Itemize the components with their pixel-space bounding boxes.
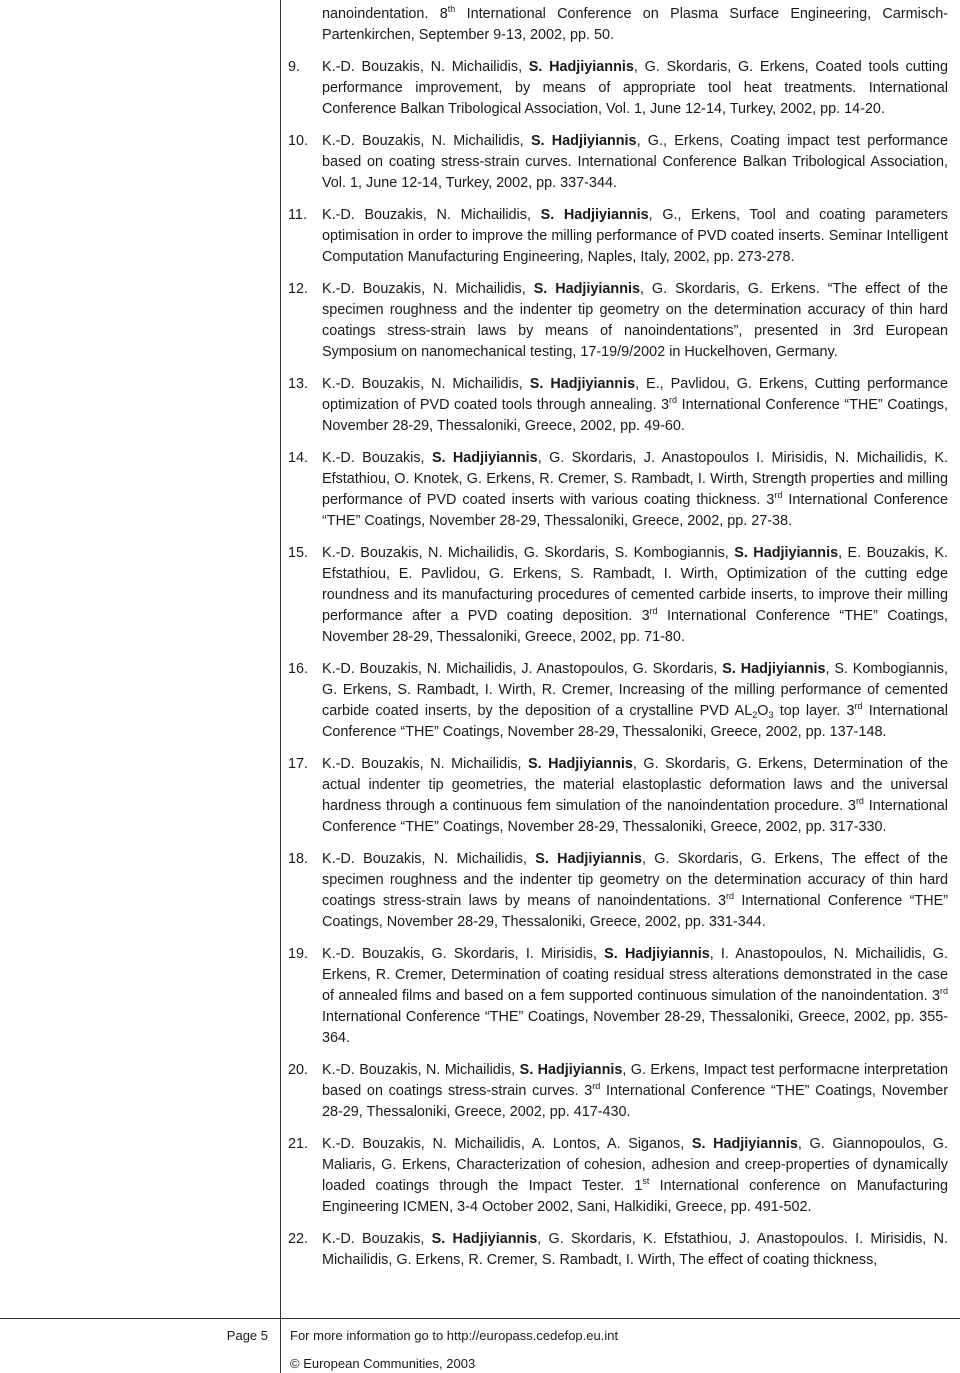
reference-item <box>288 543 948 648</box>
reference-number: 18. <box>288 851 309 867</box>
column-divider-vertical <box>280 0 281 1373</box>
reference-text: , G. Skordaris, G. Erkens, Determination of the actual indenter tip geometries, the material elastoplastic deformation laws and the universal hardness through a continuous fem simulation of the nanoindentation procedure. 3 <box>322 756 948 814</box>
footer <box>290 1327 618 1373</box>
reference-item <box>288 754 948 838</box>
author-highlight: S. Hadjiyiannis <box>540 207 649 223</box>
reference-number: 14. <box>288 450 309 466</box>
reference-text: K.-D. Bouzakis, N. Michailidis, J. Anastopoulos, G. Skordaris, <box>322 661 723 677</box>
reference-text: O <box>757 703 769 719</box>
reference-text: , E., Pavlidou, G. Erkens, Cutting performance optimization of PVD coated tools through annealing. 3 <box>322 376 948 413</box>
reference-text: top layer. 3 <box>773 703 855 719</box>
reference-item <box>288 57 948 120</box>
reference-text: , G. Skordaris, G. Erkens, Coated tools cutting performance improvement, by means of appropriate tool heat treatments. International Conference Balkan Tribological Association, Vol. 1, June 12-14, Turkey, 2002, pp. 14-20. <box>322 59 948 117</box>
reference-text: International conference on Manufacturing Engineering ICMEN, 3-4 October 2002, Sani, Halkidiki, Greece, pp. 491-502. <box>322 1178 948 1215</box>
reference-text: K.-D. Bouzakis, N. Michailidis, A. Lontos, A. Siganos, <box>322 1136 692 1152</box>
reference-text: International Conference “THE” Coatings, November 28-29, Thessaloniki, Greece, 2002, pp. 317-330. <box>322 798 948 835</box>
reference-text: International Conference “THE” Coatings, November 28-29, Thessaloniki, Greece, 2002, pp. 27-38. <box>322 492 948 529</box>
reference-text: K.-D. Bouzakis, N. Michailidis, <box>322 851 536 867</box>
reference-text: rd <box>939 986 948 996</box>
author-highlight: S. Hadjiyiannis <box>431 1231 538 1247</box>
author-highlight: S. Hadjiyiannis <box>691 1136 798 1152</box>
reference-text: International Conference “THE” Coatings, November 28-29, Thessaloniki, Greece, 2002, pp. 417-430. <box>322 1083 948 1120</box>
reference-number: 13. <box>288 376 309 392</box>
reference-item <box>288 944 948 1049</box>
reference-number: 22. <box>288 1231 309 1247</box>
reference-item <box>288 1229 948 1271</box>
reference-item <box>288 4 948 46</box>
reference-number: 15. <box>288 545 309 561</box>
author-highlight: S. Hadjiyiannis <box>722 661 826 677</box>
reference-text: nanoindentation. 8 <box>322 6 448 22</box>
reference-text: rd <box>774 490 783 500</box>
reference-text: K.-D. Bouzakis, <box>322 1231 432 1247</box>
reference-text: K.-D. Bouzakis, N. Michailidis, <box>322 1062 520 1078</box>
reference-text: , S. Kombogiannis, G. Erkens, S. Rambadt, I. Wirth, R. Cremer, Increasing of the milling performance of cemented carbide coated inserts, by the deposition of a crystalline PVD AL <box>322 661 948 719</box>
reference-text: , G. Skordaris, J. Anastopoulos I. Mirisidis, N. Michailidis, K. Efstathiou, O. Knotek, G. Erkens, R. Cremer, S. Rambadt, I. Wirth, Strength properties and milling performance of PVD coated inserts with various coating thickness. 3 <box>322 450 948 508</box>
reference-text: K.-D. Bouzakis, N. Michailidis, <box>322 133 531 149</box>
author-highlight: S. Hadjiyiannis <box>528 59 634 75</box>
reference-text: rd <box>726 891 735 901</box>
reference-text: K.-D. Bouzakis, G. Skordaris, I. Mirisidis, <box>322 946 605 962</box>
reference-text: International Conference “THE” Coatings, November 28-29, Thessaloniki, Greece, 2002, pp. 355-364. <box>322 1009 948 1046</box>
reference-text: , G., Erkens, Coating impact test performance based on coating stress-strain curves. International Conference Balkan Tribological Association, Vol. 1, June 12-14, Turkey, 2002, pp. 337-344. <box>322 133 948 191</box>
reference-text: K.-D. Bouzakis, N. Michailidis, <box>322 376 530 392</box>
reference-text: International Conference “THE” Coatings, November 28-29, Thessaloniki, Greece, 2002, pp. 49-60. <box>322 397 948 434</box>
author-highlight: S. Hadjiyiannis <box>533 281 640 297</box>
reference-text: K.-D. Bouzakis, N. Michailidis, <box>322 756 528 772</box>
reference-number: 20. <box>288 1062 309 1078</box>
reference-text: K.-D. Bouzakis, N. Michailidis, G. Skordaris, S. Kombogiannis, <box>322 545 735 561</box>
reference-text: 3 <box>768 710 774 720</box>
reference-text: K.-D. Bouzakis, N. Michailidis, <box>322 281 534 297</box>
reference-text: , E. Bouzakis, K. Efstathiou, E. Pavlidou, G. Erkens, S. Rambadt, I. Wirth, Optimization of the cutting edge roundness and its manufacturing procedures of cemented carbide inserts, to improve their milling performance after a PVD coating deposition. 3 <box>322 545 948 624</box>
reference-text: , I. Anastopoulos, N. Michailidis, G. Erkens, R. Cremer, Determination of coating residual stress alterations demonstrated in the case of annealed films and based on a fem supported continuous simulation of the nanoindentation. 3 <box>322 946 948 1004</box>
author-highlight: S. Hadjiyiannis <box>535 851 642 867</box>
reference-text: K.-D. Bouzakis, N. Michailidis, <box>322 207 541 223</box>
author-highlight: S. Hadjiyiannis <box>734 545 839 561</box>
reference-number: 10. <box>288 133 309 149</box>
reference-item <box>288 659 948 743</box>
reference-text: rd <box>854 701 863 711</box>
reference-text: 2 <box>752 710 758 720</box>
reference-number: 17. <box>288 756 309 772</box>
author-highlight: S. Hadjiyiannis <box>529 376 636 392</box>
reference-text: th <box>447 4 456 14</box>
reference-item <box>288 205 948 268</box>
reference-item <box>288 279 948 363</box>
reference-item <box>288 1060 948 1123</box>
reference-number: 9. <box>288 59 301 75</box>
reference-text: , G., Erkens, Tool and coating parameters optimisation in order to improve the milling performance of PVD coated inserts. Seminar Intelligent Computation Manufacturing Engineering, Naples, Italy, 2002, pp. 273-278. <box>322 207 948 265</box>
reference-text: K.-D. Bouzakis, <box>322 450 432 466</box>
reference-text: st <box>642 1176 650 1186</box>
author-highlight: S. Hadjiyiannis <box>530 133 637 149</box>
reference-item <box>288 448 948 532</box>
reference-item <box>288 1134 948 1218</box>
reference-text: International Conference “THE” Coatings, November 28-29, Thessaloniki, Greece, 2002, pp. 331-344. <box>322 893 948 930</box>
reference-number: 11. <box>288 207 307 223</box>
reference-item <box>288 849 948 933</box>
reference-text: rd <box>855 796 864 806</box>
author-highlight: S. Hadjiyiannis <box>527 756 633 772</box>
reference-number: 19. <box>288 946 309 962</box>
author-highlight: S. Hadjiyiannis <box>431 450 538 466</box>
reference-text: International Conference on Plasma Surface Engineering, Carmisch-Partenkirchen, September 9-13, 2002, pp. 50. <box>322 6 948 43</box>
reference-text: , G. Giannopoulos, G. Maliaris, G. Erkens, Characterization of cohesion, adhesion and creep-properties of dynamically loaded coatings through the Impact Tester. 1 <box>322 1136 949 1194</box>
author-highlight: S. Hadjiyiannis <box>519 1062 623 1078</box>
reference-text: rd <box>649 606 658 616</box>
reference-item <box>288 374 948 437</box>
reference-text: , G. Skordaris, G. Erkens. “The effect of the specimen roughness and the indenter tip geometry on the determination accuracy of thin hard coatings stress-strain laws by means of nanoindentations”, presented in 3rd European Symposium on nanomechanical testing, 17-19/9/2002 in Huckelhoven, Germany. <box>322 281 948 360</box>
author-highlight: S. Hadjiyiannis <box>604 946 710 962</box>
reference-text: International Conference “THE” Coatings, November 28-29, Thessaloniki, Greece, 2002, pp. 71-80. <box>322 608 948 645</box>
footer-copyright: © European Communities, 2003 <box>290 1356 476 1371</box>
footer-divider <box>0 1318 960 1319</box>
reference-text: International Conference “THE” Coatings, November 28-29, Thessaloniki, Greece, 2002, pp. 137-148. <box>322 703 948 740</box>
reference-item <box>288 131 948 194</box>
reference-text: rd <box>592 1081 601 1091</box>
reference-list <box>288 4 948 1282</box>
reference-number: 16. <box>288 661 309 677</box>
reference-text: , G. Erkens, Impact test performacne interpretation based on coatings stress-strain curves. 3 <box>322 1062 948 1099</box>
page-number: Page 5 <box>226 1328 268 1343</box>
reference-text: , G. Skordaris, G. Erkens, The effect of the specimen roughness and the indenter tip geometry on the determination accuracy of thin hard coatings stress-strain laws by means of nanoindentations. 3 <box>322 851 948 909</box>
reference-text: K.-D. Bouzakis, N. Michailidis, <box>322 59 529 75</box>
footer-info-link[interactable]: For more information go to http://europass.cedefop.eu.int <box>290 1328 619 1343</box>
reference-text: rd <box>669 395 678 405</box>
reference-text: , G. Skordaris, K. Efstathiou, J. Anastopoulos. I. Mirisidis, N. Michailidis, G. Erkens, R. Cremer, S. Rambadt, I. Wirth, The effect of coating thickness, <box>322 1231 949 1268</box>
reference-number: 21. <box>288 1136 309 1152</box>
reference-number: 12. <box>288 281 309 297</box>
